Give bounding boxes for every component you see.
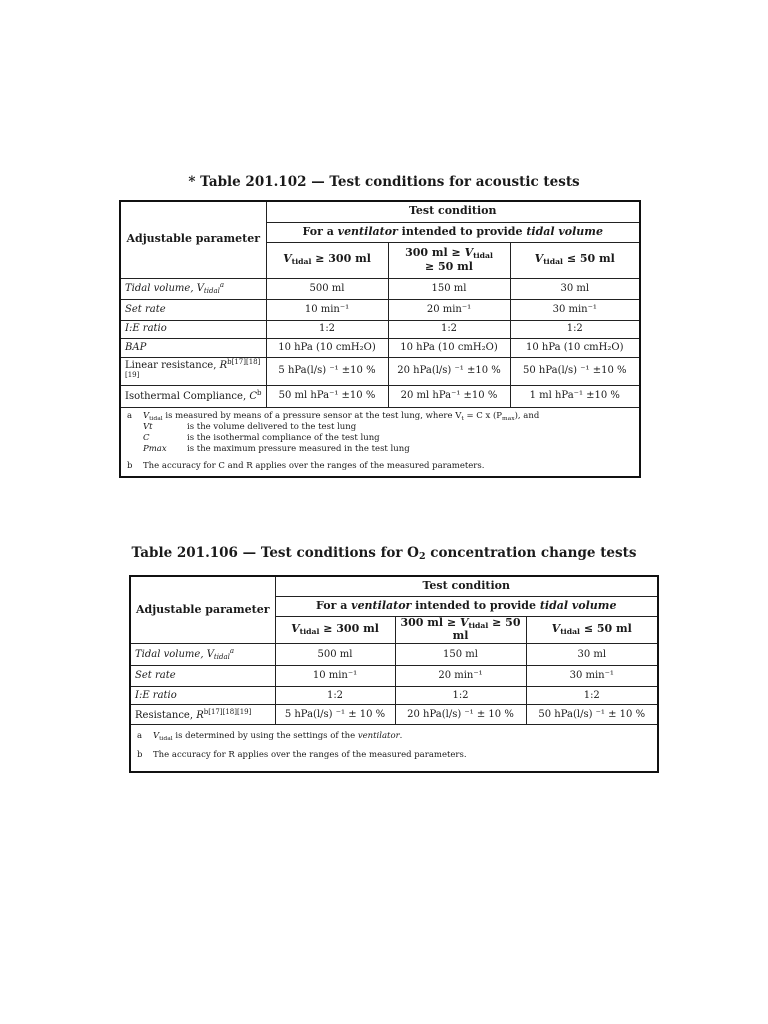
header-test-condition: Test condition <box>266 201 640 222</box>
cell-value: 20 hPa(l/s) ⁻¹ ±10 % <box>388 357 510 385</box>
footnote-def: Pmax is the maximum pressure measured in the test lung <box>143 443 410 454</box>
footnote-a: a $V_{tidal}$ is determined by using the settings of the ventilator. <box>137 730 403 742</box>
header-adjustable-parameter: Adjustable parameter <box>130 576 275 643</box>
cell-value: 10 hPa (10 cmH₂O) <box>388 338 510 357</box>
row-label: Tidal volume, $V_{tidal}^a$ <box>130 643 275 665</box>
table2-footnotes <box>130 724 658 772</box>
cell-value: 50 ml hPa⁻¹ ±10 % <box>266 385 388 407</box>
cell-value: 20 ml hPa⁻¹ ±10 % <box>388 385 510 407</box>
row-label: Set rate <box>130 665 275 686</box>
cell-value: 10 min⁻¹ <box>275 665 395 686</box>
cell-value: 10 min⁻¹ <box>266 299 388 320</box>
header-intended-tidal-volume: For a ventilator intended to provide tidal volume <box>275 596 658 616</box>
footnote-b: b The accuracy for C and R applies over the ranges of the measured parameters. <box>127 460 485 471</box>
cell-value: 1:2 <box>275 686 395 704</box>
table-row <box>130 665 658 686</box>
header-intended-tidal-volume: For a ventilator intended to provide tidal volume <box>266 222 640 242</box>
header-col-vtidal-le-50: $V_{tidal} \le 50$ ml <box>526 616 658 643</box>
cell-value: 30 min⁻¹ <box>510 299 640 320</box>
cell-value: 1:2 <box>526 686 658 704</box>
o2-concentration-test-conditions-table <box>129 575 659 773</box>
table-row <box>120 278 640 299</box>
cell-value: 30 min⁻¹ <box>526 665 658 686</box>
cell-value: 50 hPa(l/s) ⁻¹ ± 10 % <box>526 704 658 724</box>
cell-value: 1:2 <box>510 320 640 338</box>
cell-value: 10 hPa (10 cmH₂O) <box>510 338 640 357</box>
acoustic-test-conditions-table <box>119 200 641 478</box>
row-label: BAP <box>120 338 266 357</box>
table-row <box>120 357 640 385</box>
cell-value: 1 ml hPa⁻¹ ±10 % <box>510 385 640 407</box>
cell-value: 1:2 <box>266 320 388 338</box>
table-row <box>130 686 658 704</box>
row-label: Resistance, $R^{b[17][18][19]}$ <box>130 704 275 724</box>
row-label: I:E ratio <box>120 320 266 338</box>
cell-value: 30 ml <box>510 278 640 299</box>
cell-value: 20 min⁻¹ <box>388 299 510 320</box>
footnote-a: a $V_{tidal}$ is measured by means of a pressure sensor at the test lung, where $V_t = C$ x $(P_{max})$, and <box>127 410 540 422</box>
table-row <box>120 320 640 338</box>
cell-value: 30 ml <box>526 643 658 665</box>
cell-value: 20 min⁻¹ <box>395 665 526 686</box>
cell-value: 500 ml <box>275 643 395 665</box>
table1-caption: * Table 201.102 — Test conditions for acoustic tests <box>188 174 580 190</box>
header-col-vtidal-ge-300: $V_{tidal} \ge 300$ ml <box>266 242 388 278</box>
cell-value: 1:2 <box>388 320 510 338</box>
footnote-def: C is the isothermal compliance of the test lung <box>143 433 380 444</box>
table-row <box>130 704 658 724</box>
header-col-vtidal-le-50: $V_{tidal} \le 50$ ml <box>510 242 640 278</box>
header-test-condition: Test condition <box>275 576 658 596</box>
footnote-b: b The accuracy for R applies over the ranges of the measured parameters. <box>137 749 467 760</box>
table-row <box>120 338 640 357</box>
header-adjustable-parameter: Adjustable parameter <box>120 201 266 278</box>
row-label: Set rate <box>120 299 266 320</box>
table-row <box>120 385 640 407</box>
cell-value: 5 hPa(l/s) ⁻¹ ± 10 % <box>275 704 395 724</box>
header-col-vtidal-ge-300: $V_{tidal} \ge 300$ ml <box>275 616 395 643</box>
row-label: I:E ratio <box>130 686 275 704</box>
table-row <box>120 299 640 320</box>
table2-caption: Table 201.106 — Test conditions for $O_2$ concentration change tests <box>131 545 637 562</box>
header-col-300-to-50: 300 ml ≥ $V_{tidal} \ge 50$ ml <box>395 616 526 643</box>
footnote-def: Vt is the volume delivered to the test lung <box>143 422 357 433</box>
cell-value: 1:2 <box>395 686 526 704</box>
cell-value: 500 ml <box>266 278 388 299</box>
header-col-300-to-50: 300 ml ≥ $V_{tidal}$ ≥ 50 ml <box>388 242 510 278</box>
cell-value: 150 ml <box>388 278 510 299</box>
cell-value: 5 hPa(l/s) ⁻¹ ±10 % <box>266 357 388 385</box>
cell-value: 20 hPa(l/s) ⁻¹ ± 10 % <box>395 704 526 724</box>
cell-value: 150 ml <box>395 643 526 665</box>
row-label: Isothermal Compliance, $C^b$ <box>120 385 266 407</box>
cell-value: 10 hPa (10 cmH₂O) <box>266 338 388 357</box>
table1-footnotes <box>120 407 640 477</box>
row-label: Tidal volume, $V_{tidal}^a$ <box>120 278 266 299</box>
table-row <box>130 643 658 665</box>
cell-value: 50 hPa(l/s) ⁻¹ ±10 % <box>510 357 640 385</box>
row-label: Linear resistance, $R^{b[17][18][19]}$ <box>120 357 266 385</box>
